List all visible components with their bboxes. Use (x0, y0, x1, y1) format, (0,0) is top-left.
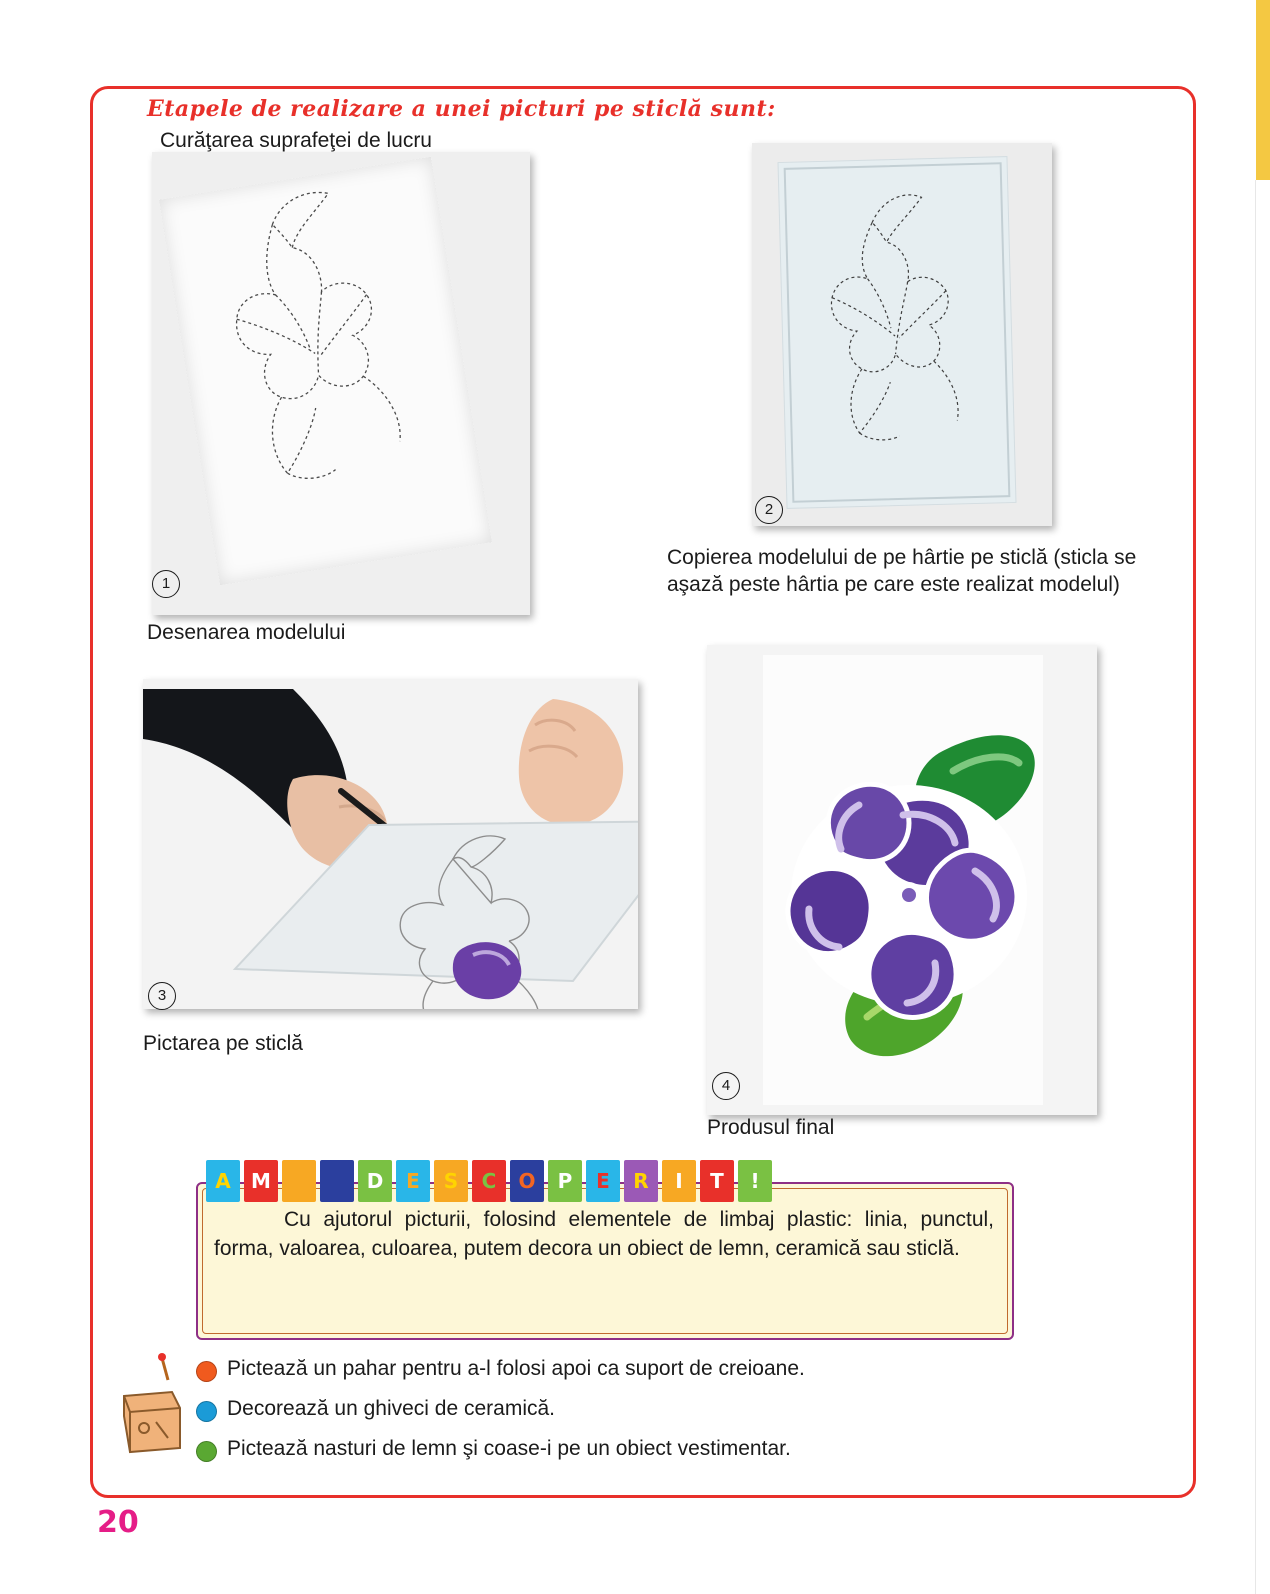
page-title: Etapele de realizare a unei picturi pe sticlă sunt: (147, 96, 776, 122)
discovery-letter-tile: I (662, 1160, 696, 1202)
step-3-image (143, 679, 638, 1009)
discovery-letter-tile (282, 1160, 316, 1202)
step-3-caption: Pictarea pe sticlă (143, 1032, 303, 1055)
task-text: Decorează un ghiveci de ceramică. (227, 1397, 556, 1420)
task-bullet-icon (196, 1401, 217, 1422)
discovery-letter-tile: A (206, 1160, 240, 1202)
task-item (196, 1397, 1046, 1422)
discovery-letter-tile (320, 1160, 354, 1202)
discovery-letter-tile: R (624, 1160, 658, 1202)
discovery-title-letters (206, 1158, 772, 1204)
discovery-letter-tile: M (244, 1160, 278, 1202)
step-2-image (752, 143, 1052, 526)
task-item (196, 1357, 1046, 1382)
page-edge-lower (1255, 180, 1270, 1594)
paper-sheet (159, 157, 492, 585)
discovery-letter-tile: S (434, 1160, 468, 1202)
discovery-letter-tile: O (510, 1160, 544, 1202)
discovery-letter-tile: C (472, 1160, 506, 1202)
task-text: Pictează un pahar pentru a-l folosi apoi ca suport de creioane. (227, 1357, 805, 1380)
page-number: 20 (97, 1505, 139, 1540)
task-item (196, 1437, 1046, 1462)
discovery-letter-tile: ! (738, 1160, 772, 1202)
discovery-letter-tile: E (396, 1160, 430, 1202)
discovery-text: Cu ajutorul picturii, folosind elementele de limbaj plastic: linia, punctul, forma, valoarea, culoarea, putem decora un obiect de lemn, ceramică sau sticlă. (214, 1208, 994, 1260)
discovery-letter-tile: D (358, 1160, 392, 1202)
step-4-badge: 4 (712, 1072, 740, 1100)
step-4-image (707, 645, 1097, 1115)
page-edge-accent (1256, 0, 1270, 180)
discovery-box (196, 1158, 1014, 1340)
discovery-letter-tile: P (548, 1160, 582, 1202)
page-subtitle: Curăţarea suprafeţei de lucru (160, 129, 432, 152)
hands-painting-photo (143, 679, 638, 1009)
toolbox-icon (110, 1352, 190, 1462)
step-4-caption: Produsul final (707, 1116, 835, 1139)
flower-sketch-on-glass-icon (779, 157, 1016, 508)
step-2-badge: 2 (755, 496, 783, 524)
step-2-caption: Copierea modelului de pe hârtie pe sticlă (sticla se aşază peste hârtia pe care este realizat modelul) (667, 546, 1137, 596)
discovery-letter-tile: E (586, 1160, 620, 1202)
step-1-badge: 1 (152, 570, 180, 598)
finished-glass-painting (707, 645, 1097, 1115)
flower-sketch-icon (159, 157, 492, 585)
task-list (196, 1357, 1046, 1477)
discovery-letter-tile: T (700, 1160, 734, 1202)
task-bullet-icon (196, 1441, 217, 1462)
step-3-badge: 3 (148, 982, 176, 1010)
step-1-caption: Desenarea modelului (147, 621, 346, 644)
task-text: Pictează nasturi de lemn şi coase-i pe un obiect vestimentar. (227, 1437, 791, 1460)
glass-sheet (777, 156, 1016, 509)
step-1-image (152, 152, 530, 615)
task-bullet-icon (196, 1361, 217, 1382)
